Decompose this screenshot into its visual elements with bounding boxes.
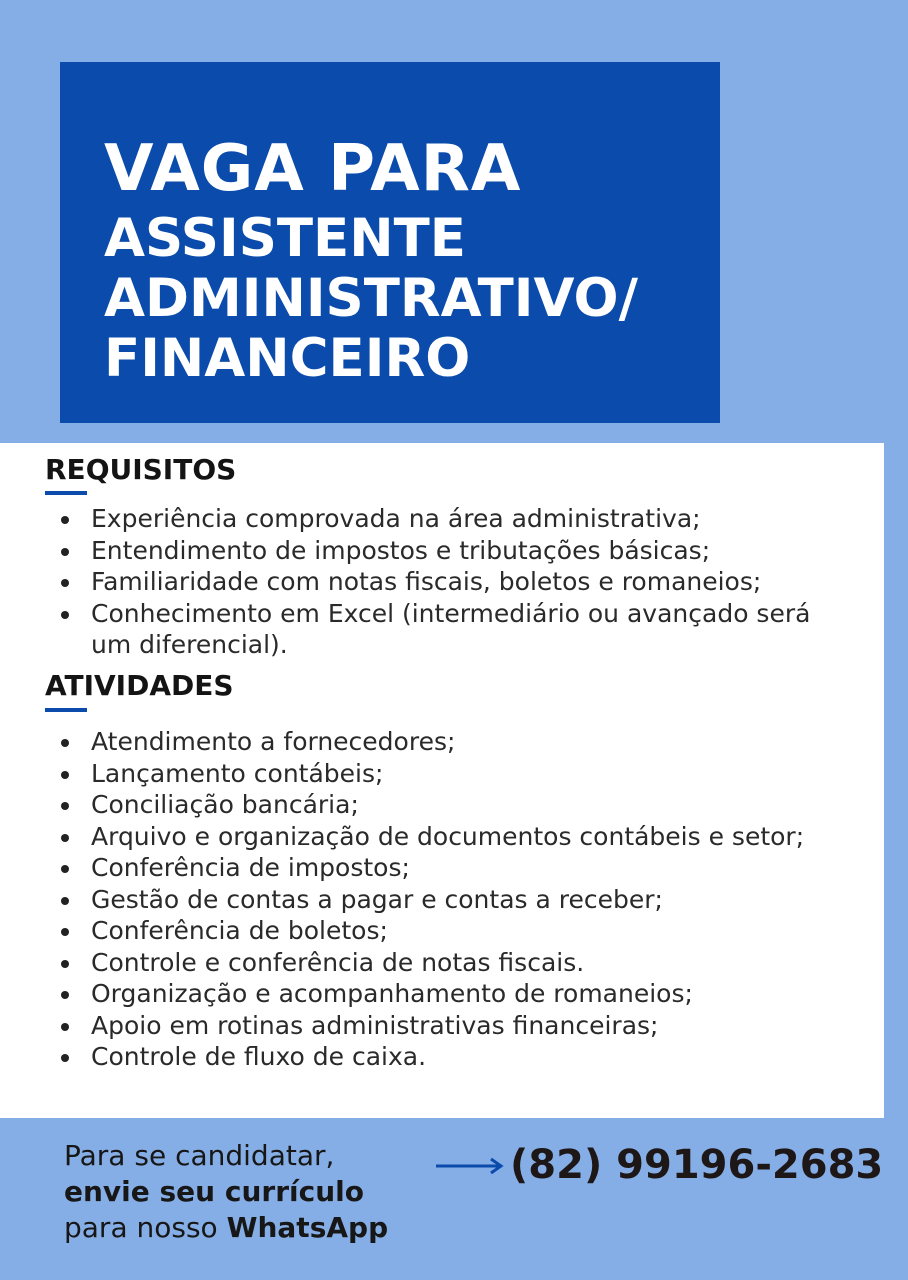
atividades-list <box>58 726 858 1073</box>
apply-line-3-prefix: para nosso <box>64 1211 227 1244</box>
title-line-4: FINANCEIRO <box>104 328 471 389</box>
requisitos-list <box>58 503 858 661</box>
list-item: Organização e acompanhamento de romaneios; <box>58 978 858 1010</box>
arrow-right-icon <box>436 1156 506 1176</box>
atividades-heading: ATIVIDADES <box>45 669 234 702</box>
list-item: Atendimento a fornecedores; <box>58 726 858 758</box>
atividades-underline <box>45 708 87 712</box>
list-item: Conferência de impostos; <box>58 852 858 884</box>
list-item: Conciliação bancária; <box>58 789 858 821</box>
list-item: Lançamento contábeis; <box>58 758 858 790</box>
whatsapp-label: WhatsApp <box>226 1211 389 1244</box>
list-item: Gestão de contas a pagar e contas a receber; <box>58 884 858 916</box>
phone-number[interactable]: (82) 99196-2683 <box>510 1142 884 1188</box>
list-item: Entendimento de impostos e tributações básicas; <box>58 535 858 567</box>
requisitos-heading: REQUISITOS <box>45 453 237 486</box>
list-item: Conhecimento em Excel (intermediário ou avançado será um diferencial). <box>58 598 858 661</box>
list-item: Experiência comprovada na área administrativa; <box>58 503 858 535</box>
apply-line-3 <box>64 1210 388 1246</box>
title-box <box>60 62 720 423</box>
list-item: Conferência de boletos; <box>58 915 858 947</box>
title-line-2: ASSISTENTE <box>104 208 466 269</box>
list-item: Controle e conferência de notas fiscais. <box>58 947 858 979</box>
list-item: Familiaridade com notas fiscais, boletos e romaneios; <box>58 566 858 598</box>
list-item: Controle de fluxo de caixa. <box>58 1041 858 1073</box>
title-line-1: VAGA PARA <box>104 132 522 206</box>
apply-instructions <box>64 1138 388 1246</box>
list-item: Apoio em rotinas administrativas financeiras; <box>58 1010 858 1042</box>
apply-line-1: Para se candidatar, <box>64 1139 335 1172</box>
list-item: Arquivo e organização de documentos contábeis e setor; <box>58 821 858 853</box>
requisitos-underline <box>45 491 87 495</box>
apply-line-2: envie seu currículo <box>64 1175 364 1208</box>
title-line-3: ADMINISTRATIVO/ <box>104 268 638 329</box>
